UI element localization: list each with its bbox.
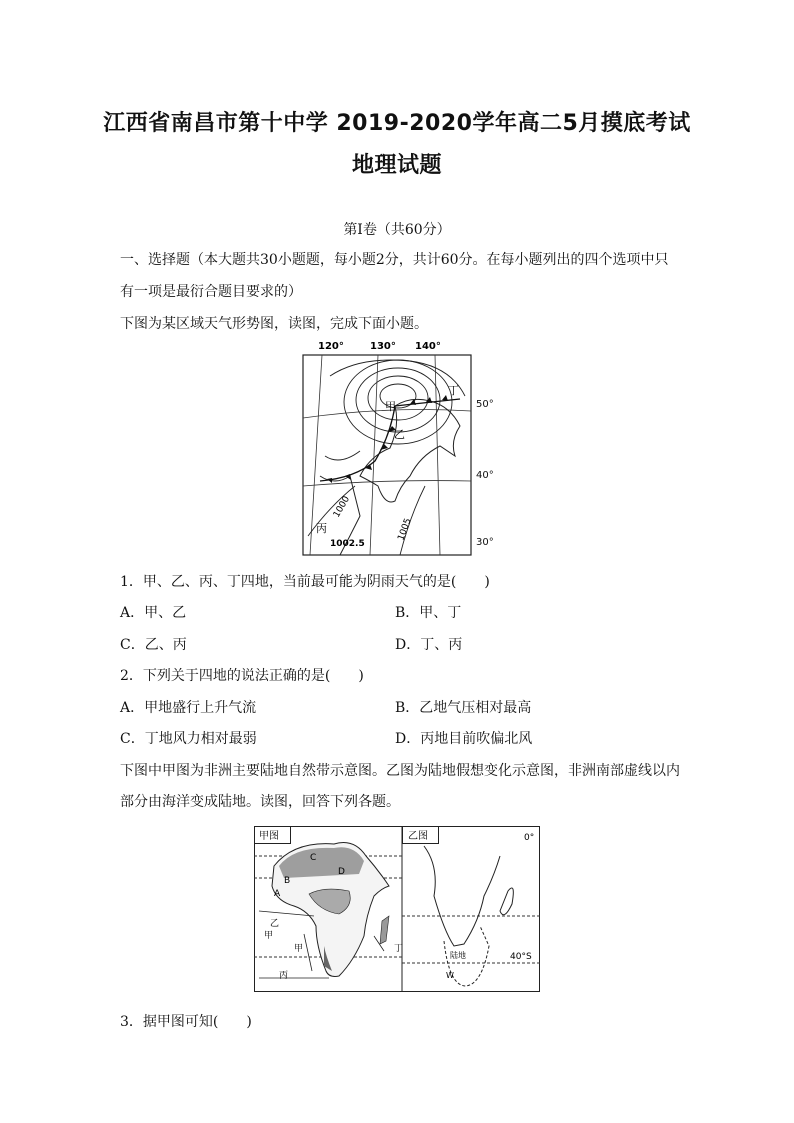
- africa-map-figure: [254, 826, 540, 992]
- exam-subject: 地理试题: [351, 153, 442, 178]
- isobar-1005: 1005: [396, 517, 414, 543]
- question-2: 2．下列关于四地的说法正确的是( ): [120, 668, 364, 684]
- arrow-label-jia-2: 甲: [294, 944, 304, 954]
- place-ding: 丁: [448, 384, 459, 397]
- question-1: 1．甲、乙、丙、丁四地，当前最可能为阴雨天气的是( ): [120, 574, 490, 590]
- instructions-line-1: 一、选择题（本大题共30小题题，每小题2分，共计60分。在每小题列出的四个选项中只: [120, 252, 669, 268]
- lat-label-30: 30°: [476, 537, 494, 548]
- place-yi: 乙: [394, 428, 405, 441]
- weather-map-figure: [300, 336, 475, 561]
- right-label-40s: 40°S: [510, 952, 532, 962]
- instructions-line-2: 有一项是最衍合题目要求的）: [120, 284, 302, 300]
- q1-option-d: D．丁、丙: [395, 637, 463, 653]
- lat-label-40: 40°: [476, 470, 494, 481]
- exam-title: 江西省南昌市第十中学 2019-2020学年高二5月摸底考试: [103, 111, 691, 136]
- lat-label-50: 50°: [476, 399, 494, 410]
- q1-option-b: B．甲、丁: [395, 605, 462, 621]
- q2-option-b: B．乙地气压相对最高: [395, 700, 532, 716]
- right-label-w: W: [446, 971, 454, 980]
- isobar-1002-5: 1002.5: [330, 539, 365, 549]
- intro-weather-map: 下图为某区域天气形势图，读图，完成下面小题。: [120, 316, 428, 332]
- zone-a: A: [274, 889, 281, 899]
- q2-option-d: D．丙地目前吹偏北风: [395, 731, 533, 747]
- place-jia: 甲: [385, 400, 396, 413]
- arrow-label-jia-1: 甲: [264, 931, 274, 941]
- zone-b: B: [284, 876, 291, 886]
- lon-label-120: 120°: [318, 341, 344, 352]
- q1-option-a: A．甲、乙: [120, 605, 187, 621]
- q1-option-c: C．乙、丙: [120, 637, 187, 653]
- volume-heading: 第I卷（共60分）: [343, 222, 451, 238]
- right-label-land: 陆地: [450, 951, 466, 960]
- lon-label-130: 130°: [370, 341, 396, 352]
- intro-africa-map-1: 下图中甲图为非洲主要陆地自然带示意图。乙图为陆地假想变化示意图，非洲南部虚线以内: [120, 763, 680, 779]
- q2-option-c: C．丁地风力相对最弱: [120, 731, 257, 747]
- right-map-title: 乙图: [408, 831, 428, 842]
- place-bing: 丙: [316, 522, 327, 535]
- zone-c: C: [310, 853, 317, 863]
- isobar-1000: 1000: [331, 494, 353, 520]
- right-label-0: 0°: [524, 833, 535, 843]
- left-map-title: 甲图: [259, 831, 279, 842]
- zone-d: D: [338, 867, 345, 877]
- intro-africa-map-2: 部分由海洋变成陆地。读图，回答下列各题。: [120, 794, 400, 810]
- arrow-label-bing: 丙: [279, 971, 289, 981]
- lon-label-140: 140°: [415, 341, 441, 352]
- question-3: 3．据甲图可知( ): [120, 1014, 252, 1030]
- arrow-label-ding: 丁: [394, 944, 404, 954]
- arrow-label-yi: 乙: [270, 919, 280, 929]
- q2-option-a: A．甲地盛行上升气流: [120, 700, 257, 716]
